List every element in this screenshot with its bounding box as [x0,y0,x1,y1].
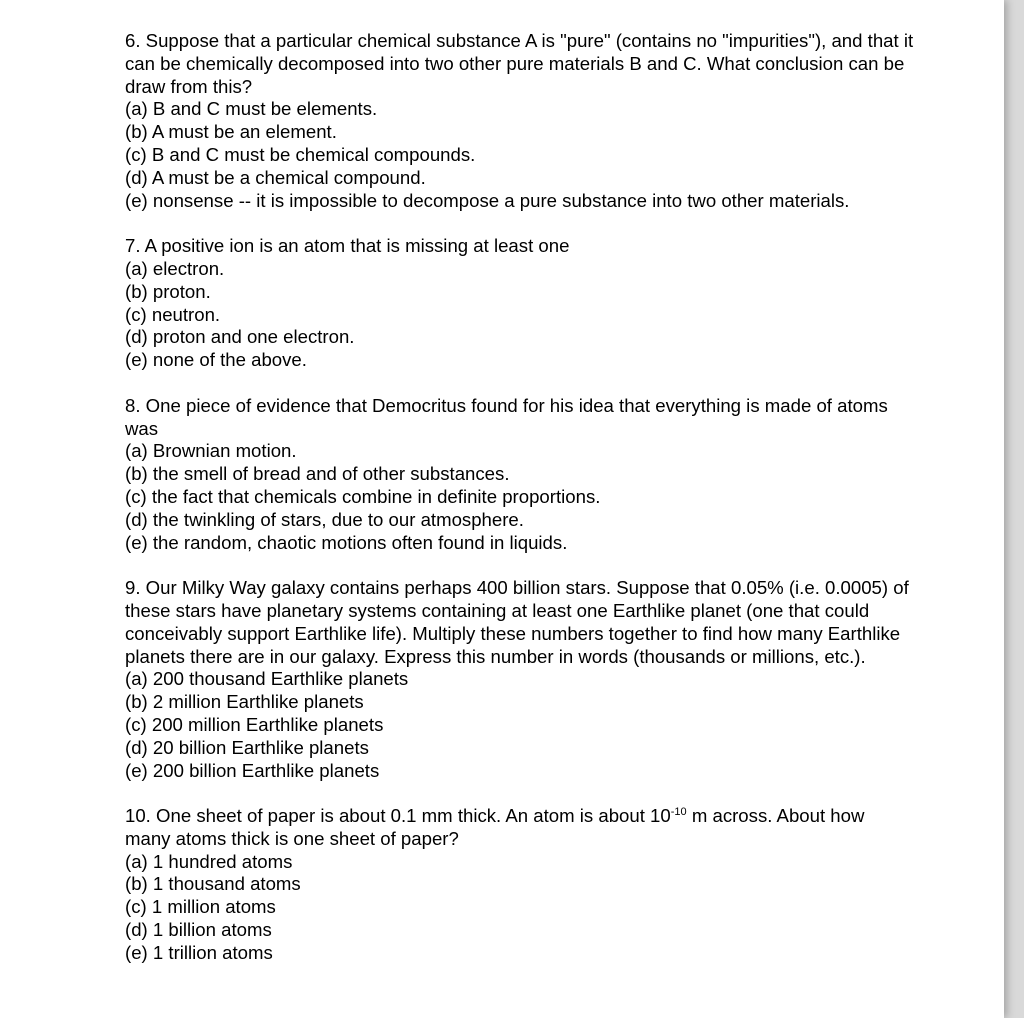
answer-choice-c: (c) 1 million atoms [125,896,276,918]
question-stem: 9. Our Milky Way galaxy contains perhaps 400 billion stars. Suppose that 0.05% (i.e. 0.0005) of these stars have planetary systems containing at least one Earthlike planet (one that could conceivably support Earthlike life). Multiply these numbers together to find how many Earthlike planets there are in our galaxy. Express this number in words (thousands or millions, etc.). [125,577,909,667]
answer-choice-b: (b) 1 thousand atoms [125,873,301,895]
answer-choice-a: (a) 1 hundred atoms [125,850,293,872]
answer-choice-a: (a) B and C must be elements. [125,98,378,120]
answer-choice-c: (c) B and C must be chemical compounds. [125,143,476,165]
answer-choice-a: (a) electron. [125,257,225,279]
answer-choice-b: (b) 2 million Earthlike planets [125,691,364,713]
answer-choice-b: (b) proton. [125,280,211,302]
answer-choice-d: (d) proton and one electron. [125,326,355,348]
question-list [125,30,915,965]
answer-choice-d: (d) 1 billion atoms [125,919,272,941]
question-stem: 8. One piece of evidence that Democritus found for his idea that everything is made of atoms was [125,394,888,439]
question-stem: 6. Suppose that a particular chemical substance A is "pure" (contains no "impurities"), and that it can be chemically decomposed into two other pure materials B and C. What conclusion can be draw from this? [125,30,914,97]
answer-choice-c: (c) 200 million Earthlike planets [125,713,384,735]
question-9 [125,577,915,782]
answer-choice-c: (c) neutron. [125,303,221,325]
question-8 [125,395,915,555]
question-stem [125,805,915,851]
answer-choice-d: (d) the twinkling of stars, due to our atmosphere. [125,508,524,530]
answer-choice-e: (e) none of the above. [125,349,307,371]
spacer [125,782,915,805]
answer-choice-e: (e) 200 billion Earthlike planets [125,759,380,781]
answer-choice-d: (d) A must be a chemical compound. [125,166,426,188]
answer-choice-b: (b) the smell of bread and of other substances. [125,463,510,485]
answer-choice-c: (c) the fact that chemicals combine in definite proportions. [125,485,601,507]
answer-choice-a: (a) Brownian motion. [125,440,297,462]
question-stem: 7. A positive ion is an atom that is missing at least one [125,235,570,257]
answer-choice-b: (b) A must be an element. [125,121,337,143]
spacer [125,372,915,395]
stem-text-after: m across. About how many atoms thick is one sheet of paper? [125,805,865,849]
spacer [125,554,915,577]
answer-choice-e: (e) the random, chaotic motions often found in liquids. [125,531,568,553]
stem-text-before: 10. One sheet of paper is about 0.1 mm thick. An atom is about 10 [125,805,671,827]
answer-choice-a: (a) 200 thousand Earthlike planets [125,668,409,690]
answer-choice-d: (d) 20 billion Earthlike planets [125,736,369,758]
spacer [125,212,915,235]
question-6 [125,30,915,212]
question-10 [125,805,915,965]
question-7 [125,235,915,372]
exponent: -10 [670,806,687,819]
answer-choice-e: (e) nonsense -- it is impossible to decompose a pure substance into two other materials. [125,189,850,211]
answer-choice-e: (e) 1 trillion atoms [125,941,273,963]
